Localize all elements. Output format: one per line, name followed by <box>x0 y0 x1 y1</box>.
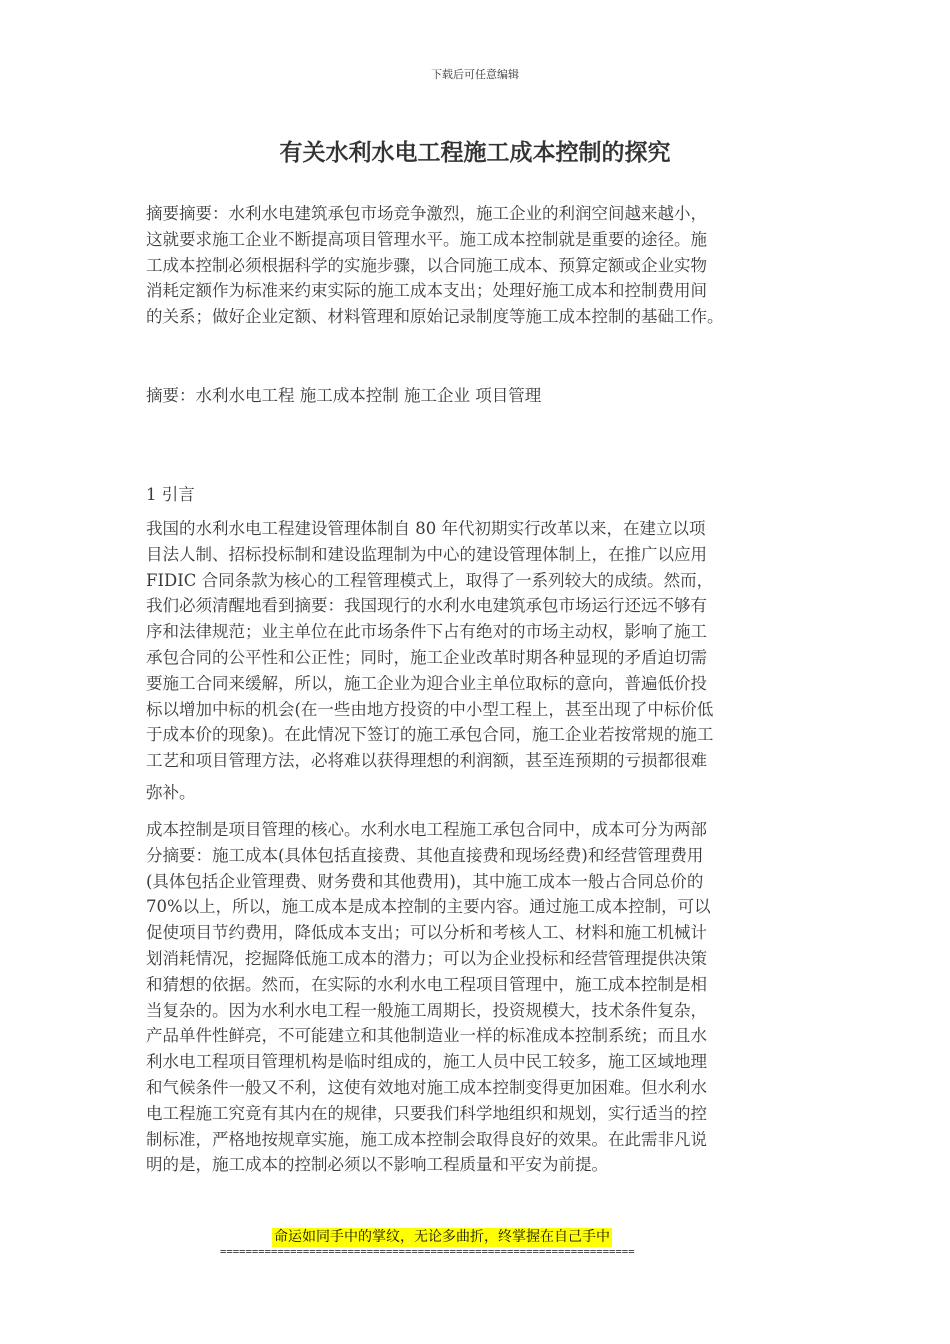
paragraph-line: 利水电工程项目管理机构是临时组成的，施工人员中民工较多，施工区域地理 <box>146 1052 707 1072</box>
paragraph-line: 标以增加中标的机会(在一些由地方投资的中小型工程上，甚至出现了中标价低 <box>146 699 714 719</box>
paragraph-line: 我国的水利水电工程建设管理体制自 80 年代初期实行改革以来，在建立以项 <box>146 519 706 538</box>
paragraph-line: 于成本价的现象)。在此情况下签订的施工承包合同，施工企业若按常规的施工 <box>146 725 714 745</box>
paragraph-line: 序和法律规范；业主单位在此市场条件下占有绝对的市场主动权，影响了施工 <box>146 622 707 642</box>
abstract-line: 消耗定额作为标准来约束实际的施工成本支出；处理好施工成本和控制费用间 <box>146 281 707 301</box>
paragraph-line: 70%以上，所以，施工成本是成本控制的主要内容。通过施工成本控制，可以 <box>146 897 711 917</box>
paragraph-line: 工艺和项目管理方法，必将难以获得理想的利润额，甚至连预期的亏损都很难 <box>146 751 707 771</box>
paragraph-1 <box>146 516 806 774</box>
paragraph-line: 当复杂的。因为水利水电工程一般施工周期长，投资规模大，技术条件复杂， <box>146 1000 707 1020</box>
header-note: 下载后可任意编辑 <box>431 68 519 81</box>
paragraph-line: 分摘要：施工成本(具体包括直接费、其他直接费和现场经费)和经营管理费用 <box>146 845 704 865</box>
footer-motto: 命运如同手中的掌纹，无论多曲折，终掌握在自己手中 <box>274 1229 610 1245</box>
keywords-line: 摘要：水利水电工程 施工成本控制 施工企业 项目管理 <box>146 386 542 405</box>
paragraph-line: 产品单件性鲜亮，不可能建立和其他制造业一样的标准成本控制系统；而且水 <box>146 1026 707 1046</box>
paragraph-line: 要施工合同来缓解，所以，施工企业为迎合业主单位取标的意向，普遍低价投 <box>146 673 707 693</box>
paragraph-line: 划消耗情况，挖掘降低施工成本的潜力；可以为企业投标和经营管理提供决策 <box>146 948 707 968</box>
paragraph-line: 电工程施工究竟有其内在的规律，只要我们科学地组织和规划，实行适当的控 <box>146 1103 707 1123</box>
abstract-line: 摘要摘要：水利水电建筑承包市场竞争激烈，施工企业的利润空间越来越小， <box>146 204 707 223</box>
paragraph-2 <box>146 817 806 1152</box>
paragraph-line: 促使项目节约费用，降低成本支出；可以分析和考核人工、材料和施工机械计 <box>146 923 707 943</box>
paragraph-line: 我们必须清醒地看到摘要：我国现行的水利水电建筑承包市场运行还远不够有 <box>146 596 707 616</box>
paragraph-1-tail <box>146 780 806 806</box>
abstract <box>146 201 806 330</box>
paragraph-line: 成本控制是项目管理的核心。水利水电工程施工承包合同中，成本可分为两部 <box>146 820 707 839</box>
document-title: 有关水利水电工程施工成本控制的探究 <box>279 140 671 166</box>
paragraph-line: 制标准，严格地按规章实施，施工成本控制会取得良好的效果。在此需非凡说 <box>146 1129 707 1149</box>
abstract-line: 这就要求施工企业不断提高项目管理水平。施工成本控制就是重要的途径。施 <box>146 229 707 249</box>
footer-divider: ================================================================= <box>220 1246 635 1258</box>
paragraph-line: 和猜想的依据。然而，在实际的水利水电工程项目管理中，施工成本控制是相 <box>146 974 707 994</box>
section-heading-text: 1 引言 <box>146 485 195 504</box>
abstract-line: 工成本控制必须根据科学的实施步骤，以合同施工成本、预算定额或企业实物 <box>146 255 707 275</box>
paragraph-line: 和气候条件一般又不利，这使有效地对施工成本控制变得更加困难。但水利水 <box>146 1077 707 1097</box>
paragraph-line: FIDIC 合同条款为核心的工程管理模式上，取得了一系列较大的成绩。然而， <box>146 570 714 590</box>
section-heading <box>146 482 806 508</box>
paragraph-line: 承包合同的公平性和公正性；同时，施工企业改革时期各种显现的矛盾迫切需 <box>146 647 707 667</box>
paragraph-2-tail <box>146 1152 806 1178</box>
paragraph-line: 目法人制、招标投标制和建设监理制为中心的建设管理体制上，在推广以应用 <box>146 544 707 564</box>
paragraph-line: (具体包括企业管理费、财务费和其他费用)，其中施工成本一般占合同总价的 <box>146 871 704 891</box>
paragraph-line: 明的是，施工成本的控制必须以不影响工程质量和平安为前提。 <box>146 1155 608 1174</box>
paragraph-line: 弥补。 <box>146 783 196 802</box>
keywords <box>146 383 806 409</box>
abstract-line: 的关系；做好企业定额、材料管理和原始记录制度等施工成本控制的基础工作。 <box>146 307 724 327</box>
